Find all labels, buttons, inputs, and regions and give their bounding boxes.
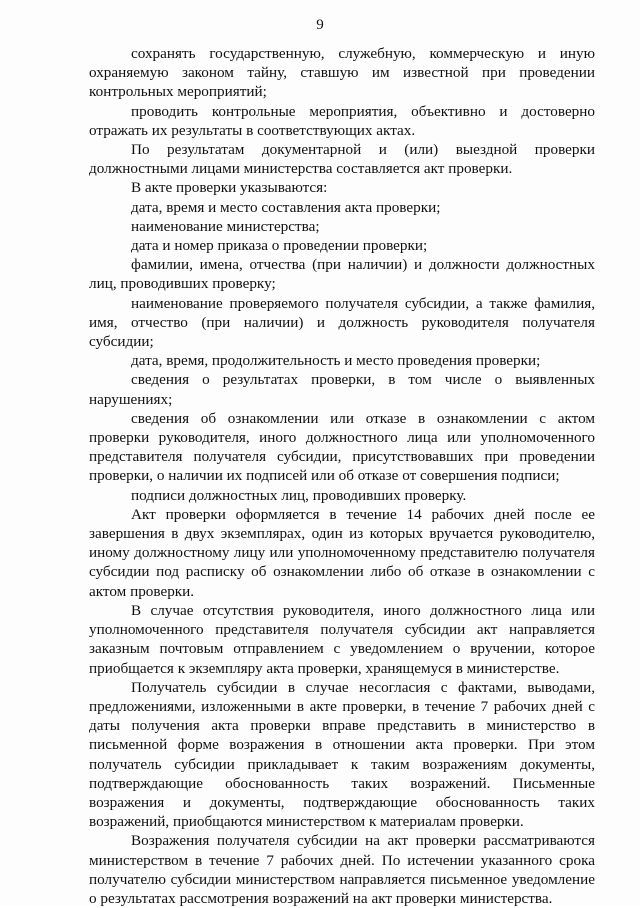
paragraph-objections: Получатель субсидии в случае несогласия с фактами, выводами, предложениями, изложенными в акте проверки, в течение 7 рабочих дней с даты получения акта проверки вправе представить в министерство в письменной форме возражения в отношении акта проверки. При этом получатель субсидии прикладывает к таким возражениям документы, подтверждающие обоснованность таких возражений. Письменные возражения и документы, подтверждающие обоснованность таких возражений, приобщаются министерством к материалам проверки. xyxy=(89,678,595,831)
list-item-signatures: подписи должностных лиц, проводивших проверку. xyxy=(131,486,467,504)
paragraph-absence-mailing: В случае отсутствия руководителя, иного должностного лица или уполномоченного представителя получателя субсидии акт направляется заказным почтовым отправлением с уведомлением о вручении, которое приобщается к экземпляру акта проверки, хранящемуся в министерстве. xyxy=(89,601,595,677)
paragraph-act-timing: Акт проверки оформляется в течение 14 рабочих дней после ее завершения в двух экземплярах, один из которых вручается руководителю, иному должностному лицу или уполномоченному представителю получателя субсидии под расписку об ознакомлении либо об отказе в ознакомлении с актом проверки. xyxy=(89,505,595,600)
paragraph-objections-review: Возражения получателя субсидии на акт проверки рассматриваются министерством в течение 7 рабочих дней. По истечении указанного срока получателю субсидии министерством направляется письменное уведомление о результатах рассмотрения возражений на акт проверки министерства. xyxy=(89,832,595,907)
list-item-recipient: наименование проверяемого получателя субсидии, а также фамилия, имя, отчество (при наличии) и должность руководителя получателя субсидии; xyxy=(89,294,595,351)
list-item-order-number: дата и номер приказа о проведении проверки; xyxy=(131,237,428,255)
list-item-inspectors: фамилии, имена, отчества (при наличии) и должности должностных лиц, проводивших проверку; xyxy=(89,256,595,293)
list-item-date-place: дата, время и место составления акта проверки; xyxy=(131,198,441,216)
document-body xyxy=(89,44,595,908)
paragraph-audit-act-drawn: По результатам документарной и (или) выездной проверки должностными лицами министерства составляется акт проверки. xyxy=(89,141,595,178)
page-number: 9 xyxy=(316,17,324,33)
paragraph-act-contents-intro: В акте проверки указываются: xyxy=(131,179,328,197)
list-item-ministry-name: наименование министерства; xyxy=(131,217,320,235)
paragraph-confidentiality: сохранять государственную, служебную, коммерческую и иную охраняемую законом тайну, ставшую им известной при проведении контрольных мероприятий; xyxy=(89,45,595,101)
list-item-results: сведения о результатах проверки, в том числе о выявленных нарушениях; xyxy=(89,371,595,408)
list-item-duration-place: дата, время, продолжительность и место проведения проверки; xyxy=(131,352,541,370)
list-item-acquaintance: сведения об ознакомлении или отказе в ознакомлении с актом проверки руководителя, иного должностного лица или уполномоченного представителя получателя субсидии, присутствовавших при проведении проверки, о наличии их подписей или об отказе от совершения подписи; xyxy=(89,409,595,485)
paragraph-conduct-audit: проводить контрольные мероприятия, объективно и достоверно отражать их результаты в соответствующих актах. xyxy=(89,102,595,139)
